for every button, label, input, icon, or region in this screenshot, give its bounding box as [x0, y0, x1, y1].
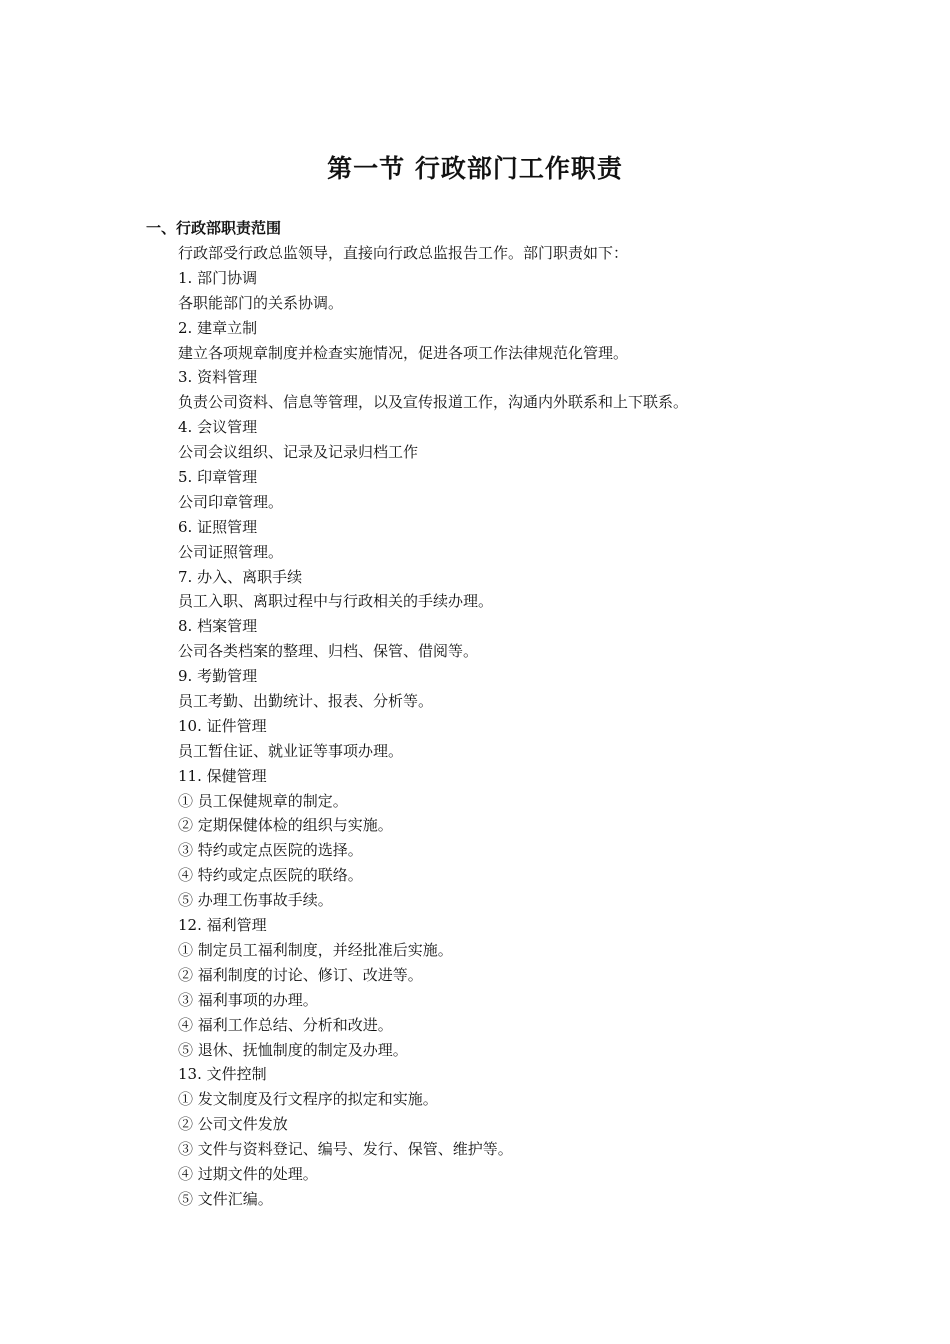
item-heading: 2. 建章立制 [178, 318, 258, 337]
sub-item: ② 公司文件发放 [178, 1115, 288, 1134]
item-heading: 9. 考勤管理 [178, 667, 258, 686]
item-description: 员工入职、离职过程中与行政相关的手续办理。 [178, 592, 494, 611]
item-description: 公司印章管理。 [178, 492, 284, 511]
intro-text: 行政部受行政总监领导，直接向行政总监报告工作。部门职责如下： [178, 244, 629, 262]
document-body [178, 241, 878, 1212]
sub-item: ③ 福利事项的办理。 [178, 990, 318, 1009]
item-heading: 3. 资料管理 [178, 368, 258, 387]
section-heading: 一、行政部职责范围 [146, 219, 282, 237]
sub-item: ⑤ 退休、抚恤制度的制定及办理。 [178, 1040, 408, 1059]
sub-item: ① 发文制度及行文程序的拟定和实施。 [178, 1090, 438, 1109]
sub-item: ① 制定员工福利制度，并经批准后实施。 [178, 940, 453, 959]
sub-item: ⑤ 办理工伤事故手续。 [178, 891, 333, 910]
item-description: 各职能部门的关系协调。 [178, 293, 344, 312]
sub-item: ② 定期保健体检的组织与实施。 [178, 816, 393, 835]
sub-item: ④ 福利工作总结、分析和改进。 [178, 1015, 393, 1034]
item-heading: 1. 部门协调 [178, 268, 258, 287]
item-description: 员工暂住证、就业证等事项办理。 [178, 741, 404, 760]
item-heading: 5. 印章管理 [178, 468, 258, 487]
page-title: 第一节 行政部门工作职责 [327, 154, 623, 183]
item-heading: 8. 档案管理 [178, 617, 258, 636]
sub-item: ② 福利制度的讨论、修订、改进等。 [178, 965, 423, 984]
sub-item: ③ 文件与资料登记、编号、发行、保管、维护等。 [178, 1140, 513, 1159]
item-heading: 6. 证照管理 [178, 517, 258, 536]
item-description: 公司会议组织、记录及记录归档工作 [178, 443, 419, 462]
sub-item: ④ 特约或定点医院的联络。 [178, 866, 363, 885]
item-heading: 11. 保健管理 [178, 766, 267, 785]
sub-item: ① 员工保健规章的制定。 [178, 791, 348, 810]
item-heading: 12. 福利管理 [178, 916, 267, 935]
item-description: 员工考勤、出勤统计、报表、分析等。 [178, 692, 434, 711]
item-heading: 13. 文件控制 [178, 1065, 267, 1084]
item-description: 建立各项规章制度并检查实施情况，促进各项工作法律规范化管理。 [178, 343, 629, 362]
item-heading: 10. 证件管理 [178, 716, 267, 735]
item-heading: 4. 会议管理 [178, 418, 258, 437]
item-description: 公司证照管理。 [178, 542, 284, 561]
item-description: 负责公司资料、信息等管理，以及宣传报道工作，沟通内外联系和上下联系。 [178, 393, 689, 412]
item-heading: 7. 办入、离职手续 [178, 567, 303, 586]
sub-item: ④ 过期文件的处理。 [178, 1164, 318, 1183]
sub-item: ③ 特约或定点医院的选择。 [178, 841, 363, 860]
sub-item: ⑤ 文件汇编。 [178, 1189, 273, 1208]
item-description: 公司各类档案的整理、归档、保管、借阅等。 [178, 642, 479, 661]
